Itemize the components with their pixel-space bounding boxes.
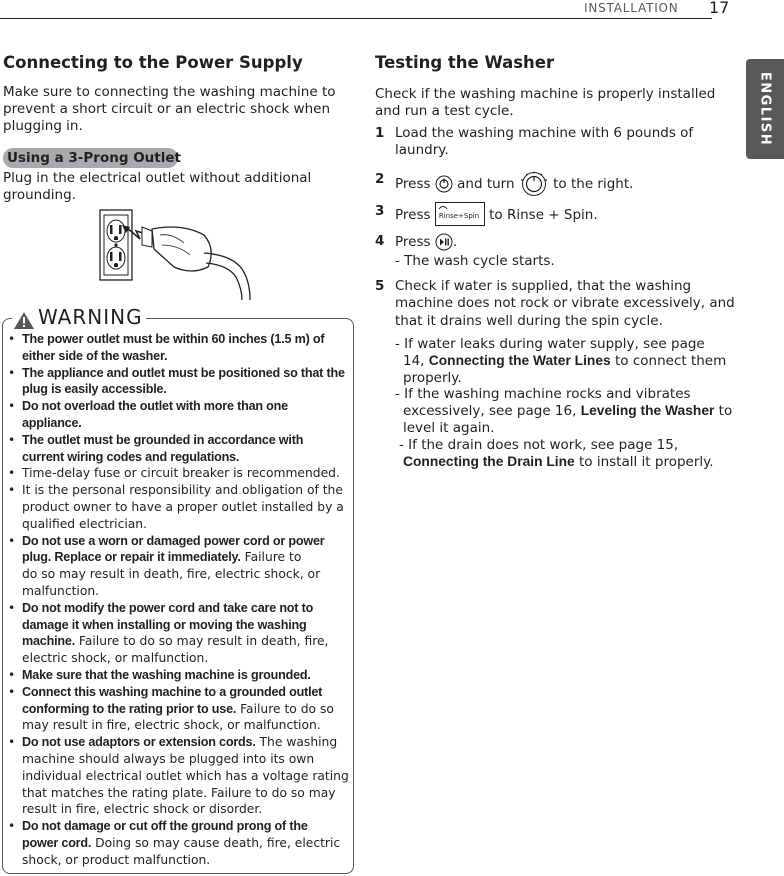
step-text: and turn	[457, 176, 515, 192]
warning-text: Failure to	[240, 550, 302, 565]
warning-item	[8, 818, 350, 868]
step-text: machine does not rock or vibrate excessively, and	[395, 295, 735, 312]
intro-line: plugging in.	[3, 118, 83, 134]
step-text: to Rinse + Spin.	[489, 207, 598, 223]
testing-intro	[375, 86, 715, 120]
warning-text: may result in fire, electric shock, or malfunction.	[22, 718, 321, 733]
step-5	[375, 278, 735, 470]
warning-text: • Do not damage or cut off the ground prong of the	[22, 819, 308, 834]
warning-title: WARNING	[38, 305, 143, 329]
warning-item	[8, 331, 350, 365]
subsection-text	[3, 170, 311, 204]
step-text: that it drains well during the spin cycle.	[395, 312, 663, 329]
intro-line: and run a test cycle.	[375, 103, 514, 119]
warning-text: machine should always be plugged into its own	[22, 751, 315, 766]
note-text: - If the drain does not work, see page 15,	[399, 436, 679, 453]
warning-text: damage it when installing or moving the washing	[22, 617, 307, 632]
step-text: .	[452, 234, 458, 250]
warning-item	[8, 398, 350, 432]
drain-line-link[interactable]: Connecting the Drain Line	[403, 453, 575, 469]
warning-text: do so may result in death, fire, electric shock, or	[22, 567, 321, 582]
step-number: 3	[375, 203, 385, 219]
warning-item	[8, 533, 350, 600]
warning-triangle-icon	[14, 312, 34, 329]
warning-text: • Do not modify the power cord and take care not to	[22, 600, 314, 615]
note-text: to install it properly.	[574, 453, 714, 470]
warning-text: malfunction.	[22, 583, 100, 598]
warning-text: • The appliance and outlet must be positioned so that the	[22, 365, 345, 380]
warning-text: Failure to do so	[236, 701, 334, 716]
warning-text: • Do not use a worn or damaged power cord or power	[22, 533, 325, 548]
start-pause-icon	[435, 233, 453, 251]
note-text: - If the washing machine rocks and vibrates	[395, 386, 691, 403]
step-3	[375, 203, 735, 233]
testing-washer-title: Testing the Washer	[375, 53, 555, 72]
warning-item	[8, 465, 350, 482]
rinse-spin-button-icon	[435, 202, 485, 226]
steps-list	[375, 125, 735, 470]
step-text: to the right.	[553, 176, 634, 192]
warning-text: plug. Replace or repair it immediately.	[22, 550, 241, 565]
troubleshoot-note	[395, 437, 735, 471]
intro-line: prevent a short circuit or an electric shock when	[3, 101, 331, 117]
button-indicator-icon	[438, 204, 448, 210]
step-text: laundry.	[395, 142, 449, 159]
warning-heading	[12, 304, 146, 330]
warning-text: • Connect this washing machine to a grounded outlet	[22, 684, 323, 699]
subsection-heading: Using a 3-Prong Outlet	[3, 148, 178, 168]
warning-text: • Do not overload the outlet with more than one	[22, 399, 288, 414]
warning-text: qualified electrician.	[22, 516, 148, 531]
leveling-washer-link[interactable]: Leveling the Washer	[580, 403, 715, 419]
step-text: Press	[395, 207, 431, 223]
warning-text: machine.	[22, 634, 75, 649]
step-2	[375, 171, 735, 201]
warning-list	[8, 331, 350, 869]
step-text: Press	[395, 234, 431, 250]
warning-text: Doing so may cause death, fire, electric	[91, 835, 341, 850]
warning-text: • Make sure that the washing machine is grounded.	[22, 667, 311, 682]
warning-text: Failure to do so may result in death, fire,	[75, 634, 329, 649]
step-number: 5	[375, 278, 385, 295]
troubleshoot-note	[395, 336, 735, 386]
warning-item	[8, 684, 350, 734]
warning-item	[8, 482, 350, 532]
sub-line: grounding.	[3, 187, 76, 203]
warning-text: either side of the washer.	[22, 348, 168, 363]
warning-text: current wiring codes and regulations.	[22, 449, 240, 464]
step-5-notes	[395, 336, 735, 470]
step-text: Load the washing machine with 6 pounds of	[395, 125, 694, 141]
step-4	[375, 233, 735, 270]
warning-text: plug is easily accessible.	[22, 382, 167, 397]
water-lines-link[interactable]: Connecting the Water Lines	[428, 352, 611, 368]
cycle-dial-icon	[519, 171, 549, 197]
step-note: - The wash cycle starts.	[395, 253, 555, 270]
language-tab-label: ENGLISH	[757, 71, 773, 147]
sub-line: Plug in the electrical outlet without additional	[3, 170, 312, 186]
warning-text: The washing	[255, 735, 338, 750]
warning-text: • The power outlet must be within 60 inches (1.5 m) of	[22, 332, 325, 346]
warning-text: • It is the personal responsibility and obligation of the	[22, 483, 343, 498]
warning-item	[8, 600, 350, 667]
outlet-plug-illustration	[92, 205, 262, 305]
warning-text: that matches the rating plate. Failure to do so may	[22, 785, 336, 800]
note-text: - If water leaks during water supply, see page	[395, 335, 705, 352]
warning-text: conforming to the rating prior to use.	[22, 701, 237, 716]
power-supply-intro	[3, 84, 336, 135]
language-tab	[746, 59, 784, 159]
warning-text: shock, or product malfunction.	[22, 852, 211, 867]
rinse-spin-label: Rinse+Spin	[438, 212, 480, 220]
header-divider	[0, 18, 712, 19]
warning-text: appliance.	[22, 415, 82, 430]
step-number: 4	[375, 233, 385, 249]
step-text: Check if water is supplied, that the washing	[395, 278, 692, 295]
warning-text: electric shock, or malfunction.	[22, 651, 209, 666]
step-text: Press	[395, 176, 431, 192]
section-label: INSTALLATION	[584, 1, 679, 15]
step-number: 2	[375, 171, 385, 187]
warning-text: product owner to have a proper outlet installed by a	[22, 499, 344, 514]
intro-line: Make sure to connecting the washing machine to	[3, 84, 336, 100]
warning-text: • The outlet must be grounded in accordance with	[22, 432, 304, 447]
warning-text: Do not use adaptors or extension cords.	[22, 735, 256, 750]
note-text: to	[714, 403, 733, 420]
note-text: to connect them	[610, 352, 727, 369]
note-text: 14,	[403, 352, 429, 369]
note-text: level it again.	[403, 419, 495, 436]
warning-item	[8, 432, 350, 466]
note-text: excessively, see page 16,	[403, 403, 581, 420]
note-text: properly.	[403, 369, 462, 386]
power-supply-title: Connecting to the Power Supply	[3, 53, 303, 72]
step-1	[375, 125, 735, 165]
warning-text: power cord.	[22, 835, 92, 850]
warning-item	[8, 365, 350, 399]
page-number: 17	[709, 0, 730, 17]
warning-text: individual electrical outlet which has a voltage rating	[22, 768, 349, 783]
warning-item	[8, 667, 350, 684]
warning-item	[8, 734, 350, 818]
power-button-icon	[435, 175, 453, 193]
step-number: 1	[375, 125, 385, 141]
intro-line: Check if the washing machine is properly installed	[375, 86, 716, 102]
warning-text: result in fire, electric shock or disorder.	[22, 802, 263, 817]
warning-text: • Time-delay fuse or circuit breaker is recommended.	[22, 466, 340, 481]
troubleshoot-note	[395, 386, 735, 436]
